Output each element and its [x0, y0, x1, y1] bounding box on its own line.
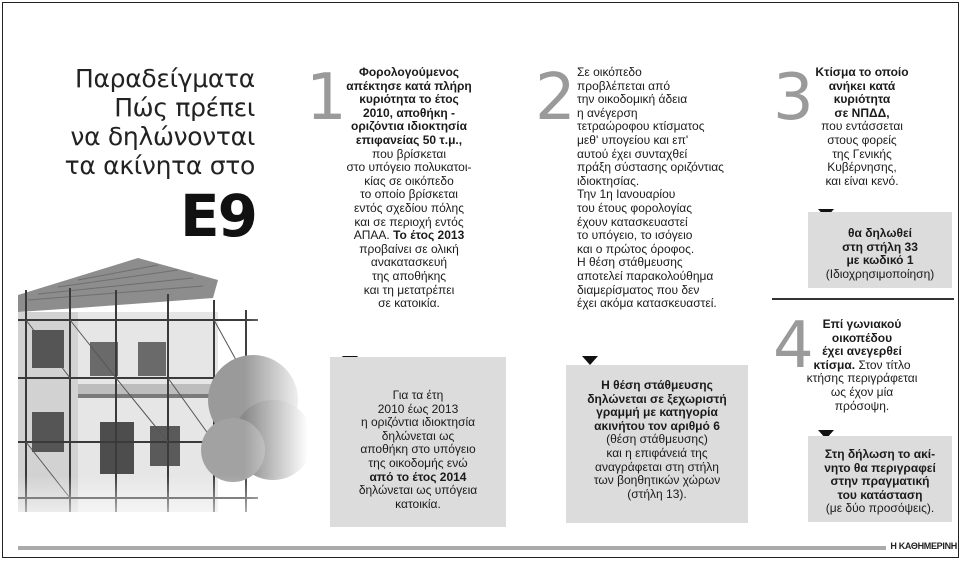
example-4-answer-line: (με δύο προσόψεις). [825, 501, 935, 516]
example-1-bold-line: οριζόντια ιδιοκτησία [351, 119, 467, 134]
example-3-answer-bold: με κωδικό 1 [846, 253, 914, 268]
example-4-answer-bold: νητο θα περιγραφεί [824, 460, 936, 475]
example-3-answer-box [808, 212, 952, 288]
example-1-answer-bold: από το έτος 2014 [369, 469, 467, 484]
example-3-bold-line: ανήκει κατά [828, 78, 896, 93]
example-1-bold-line: 2010, αποθήκη - [362, 105, 456, 120]
form-e9-heading: Ε9 [180, 182, 256, 250]
section-divider [772, 298, 954, 300]
example-4-bold-line: Επί γωνιακού [822, 317, 902, 331]
example-3-bold-line: σε ΝΠΔΔ, [834, 105, 890, 120]
example-1-line: κίας σε οικόπεδο [364, 173, 454, 188]
example-1-bold-line: απέκτησε κατά πλήρη [346, 78, 472, 93]
example-3-bold-line: Κτίσμα το οποίο [815, 65, 909, 79]
example-4-inline: Στον τίτλο [858, 357, 911, 372]
example-4-bold-inline: κτίσμα. [813, 357, 856, 372]
example-2-line: πράξη σύστασης οριζόντιας [577, 160, 724, 175]
example-3-answer-bold: θα δηλωθεί [848, 226, 912, 240]
example-4-bold-line: έχει ανεγερθεί [822, 344, 902, 359]
example-3-bold-line: κυριότητα [833, 92, 891, 107]
example-1-answer-text [330, 357, 506, 511]
example-3-number: 3 [773, 61, 814, 135]
example-1-answer-line: Για τα έτη [392, 388, 444, 402]
triangle-marker-icon [582, 356, 598, 365]
example-1-answer-line: κατοικία. [395, 496, 441, 511]
example-4-number: 4 [773, 309, 814, 383]
example-2-answer-line: των βοηθητικών χώρων [593, 473, 721, 488]
title-line: να δηλώνονται [70, 122, 255, 151]
example-1-text [326, 66, 492, 311]
example-3-line: της Γενικής [832, 146, 892, 161]
example-3-line: που εντάσσεται [821, 119, 903, 134]
example-2-line: αυτού έχει συνταχθεί [577, 146, 688, 161]
example-1-answer-line: αποθήκη στο υπόγειο [360, 442, 476, 457]
example-1-bold-line: κυριότητα το έτος [359, 92, 459, 107]
example-2-answer-bold: ακινήτου τον αριθμό 6 [594, 418, 720, 433]
example-1-answer-line: δηλώνεται ως υπόγεια [358, 483, 478, 498]
example-2-answer-bold: γραμμή με κατηγορία [596, 405, 718, 420]
example-4-answer-bold: του κατάσταση [837, 487, 923, 502]
example-1-answer-line: της οικοδομής ενώ [368, 455, 468, 470]
example-4-answer-box [808, 436, 952, 522]
example-4-line: κτήσης περιγράφεται [806, 371, 918, 386]
example-4-line: ως έχον μία [830, 384, 894, 399]
example-2-answer-line: (στήλη 13). [627, 486, 687, 501]
example-3-answer-line: (Ιδιοχρησιμοποίηση) [825, 266, 935, 281]
example-2-answer-line: και η επιφάνειά της [606, 445, 708, 460]
example-1-line: και τη μετατρέπει [363, 282, 455, 297]
example-2-line: τετραώροφου κτίσματος [577, 119, 705, 134]
example-3-text [802, 66, 922, 188]
example-4-bold-line: οικοπέδου [831, 330, 893, 345]
example-1-answer-line: 2010 έως 2013 [377, 401, 459, 416]
example-1-bold-line: Φορολογούμενος [358, 65, 460, 79]
example-4-answer-bold: στην πραγματική [830, 474, 930, 489]
example-1-line: ανακατασκευή [370, 255, 448, 270]
example-4-line: πρόσοψη. [834, 398, 890, 413]
example-2-answer-line: αναγράφεται στη στήλη [595, 459, 719, 474]
example-1-line: και σε περιοχή εντός [354, 214, 464, 229]
example-2-line: Η θέση στάθμευσης [577, 255, 683, 270]
example-1-mixed-a: ΑΠΑΑ. [353, 228, 390, 243]
example-3-answer-bold: στη στήλη 33 [842, 239, 918, 254]
example-2-answer-box [566, 365, 748, 523]
example-2-line: έχουν κατασκευαστεί [577, 214, 688, 229]
footer-rule [18, 546, 886, 550]
example-2-text [577, 66, 763, 311]
example-1-line: εντός σχεδίου πόλης [353, 200, 465, 215]
example-4-answer-bold: Στη δήλωση το ακί- [824, 447, 936, 461]
example-2-line: έχει ακόμα κατασκευαστεί. [577, 296, 717, 311]
example-2-line: του έτους φορολογίας [577, 200, 693, 215]
example-1-mixed-line [326, 229, 492, 243]
example-1-line: το οποίο βρίσκεται [360, 187, 458, 202]
example-2-line: μεθ' υπογείου και επ' [577, 132, 689, 147]
example-1-number: 1 [306, 61, 347, 135]
example-4-answer-text [808, 436, 952, 516]
example-1-line: της αποθήκης [371, 268, 447, 283]
example-2-number: 2 [535, 61, 576, 135]
house-construction-image [18, 250, 308, 532]
example-3-line: Κυβέρνησης, [827, 160, 897, 175]
example-3-line: στους φορείς [827, 132, 897, 147]
example-2-line: το υπόγειο, το ισόγειο [577, 228, 693, 243]
example-2-line: την οικοδομική άδεια [577, 92, 688, 107]
example-4-mixed-line [802, 359, 922, 373]
title-line: τα ακίνητα στο [64, 151, 255, 180]
example-1-line: σε κατοικία. [378, 296, 440, 311]
example-2-answer-text [566, 365, 748, 501]
example-2-line: και ο πρώτος όροφος. [577, 241, 695, 256]
example-1-line: που βρίσκεται [371, 146, 446, 161]
title-line: Παραδείγματα [74, 64, 255, 93]
example-2-line: προβλέπεται από [577, 78, 671, 93]
example-3-answer-text [808, 212, 952, 281]
example-2-line: Σε οικόπεδο [577, 65, 642, 79]
example-3-line: και είναι κενό. [825, 173, 899, 188]
example-4-text [802, 318, 922, 413]
example-2-line: διαμερίσματος που δεν [577, 282, 700, 297]
example-1-bold-line: επιφανείας 50 τ.μ., [355, 132, 463, 147]
title-line: Πώς πρέπει [114, 93, 255, 122]
example-2-answer-bold: δηλώνεται σε ξεχωριστή [587, 391, 727, 406]
source-credit: Η ΚΑΘΗΜΕΡΙΝΗ [890, 541, 957, 551]
example-1-answer-line: δηλώνεται ως [381, 428, 455, 443]
example-2-line: Την 1η Ιανουαρίου [577, 187, 676, 202]
example-2-line: η ανέγερση [577, 105, 638, 120]
example-2-line: αποτελεί παρακολούθημα [577, 268, 714, 283]
example-1-answer-line: η οριζόντια ιδιοκτησία [360, 415, 476, 430]
infographic-title [65, 64, 255, 180]
example-1-answer-box [330, 357, 506, 527]
example-2-answer-line: (θέση στάθμευσης) [606, 432, 708, 447]
example-2-answer-bold: Η θέση στάθμευσης [601, 378, 713, 392]
example-1-line: στο υπόγειο πολυκατοι- [346, 160, 472, 175]
example-1-line: προβαίνει σε ολική [359, 241, 459, 256]
example-1-mixed-b: Το έτος 2013 [393, 228, 465, 243]
example-2-line: ιδιοκτησίας. [577, 173, 640, 188]
